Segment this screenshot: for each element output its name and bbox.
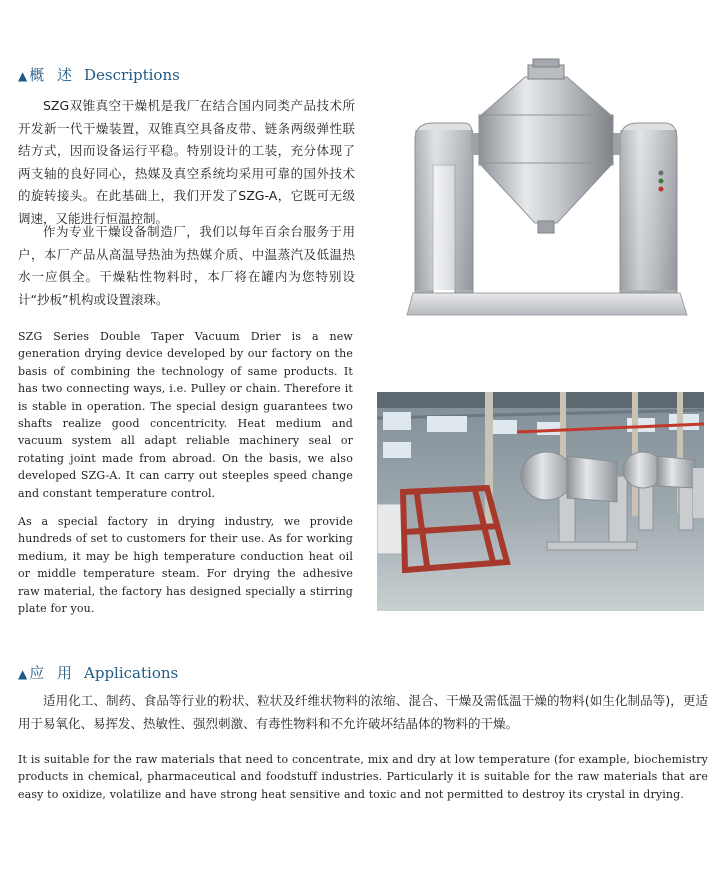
dryer-product-photo bbox=[395, 55, 695, 325]
workshop-photo bbox=[377, 392, 704, 611]
description-en-paragraph-2: As a special factory in drying industry, we provide hundreds of set to customers for their use. As for working medium, it may be high temperature conduction heat oil or middle temperature steam. For drying the adhesive raw material, the factory has designed specially a stirring plate for you. bbox=[18, 515, 353, 616]
description-zh-paragraph-2: 作为专业干燥设备制造厂，我们以每年百余台服务于用户，本厂产品从高温导热油为热媒介质、中温蒸汽及低温热水一应俱全。干燥粘性物料时，本厂将在罐内为您特别设计“抄板”机构或设置滚珠。 bbox=[18, 224, 355, 307]
applications-heading-zh: 应 用 bbox=[29, 664, 77, 682]
applications-zh-paragraph: 适用化工、制药、食品等行业的粉状、粒状及纤维状物料的浓缩、混合、干燥及需低温干燥的物料(如生化制品等)，更适用于易氧化、易挥发、热敏性、强烈刺激、有毒性物料和不允许破坏结晶体的物料的干燥。 bbox=[18, 693, 708, 731]
applications-heading bbox=[18, 662, 178, 683]
descriptions-heading-en: Descriptions bbox=[84, 66, 180, 84]
applications-heading-en: Applications bbox=[84, 664, 179, 682]
triangle-marker-icon: ▲ bbox=[18, 667, 28, 681]
triangle-marker-icon: ▲ bbox=[18, 69, 28, 83]
description-en-paragraph-1: SZG Series Double Taper Vacuum Drier is a new generation drying device developed by our factory on the basis of combining the technology of same products. It has two connecting ways, i.e. Pulley or chain. Therefore it is stable in operation. The special design guarantees two shafts realize good concentricity. Heat medium and vacuum system all adapt reliable machinery seal or rotating joint made from abroad. On the basis, we also developed SZG-A. It can carry out steeples speed change and constant temperature control. bbox=[18, 330, 353, 500]
applications-en-paragraph: It is suitable for the raw materials that need to concentrate, mix and dry at low temperature (for example, biochemistry products in chemical, pharmaceutical and foodstuff industries. Particularly it is suitable for the raw materials that are easy to oxidize, volatilize and have strong heat sensitive and toxic and not permitted to destroy its crystal in drying. bbox=[18, 753, 708, 801]
descriptions-heading-zh: 概 述 bbox=[29, 66, 77, 84]
description-zh-paragraph-1: SZG双锥真空干燥机是我厂在结合国内同类产品技术所开发新一代干燥装置，双锥真空具备皮带、链条两级弹性联结方式，因而设备运行平稳。特别设计的工装，充分体现了两支轴的良好同心，热媒及真空系统均采用可靠的国外技术的旋转接头。在此基础上，我们开发了SZG-A，它既可无级调速，又能进行恒温控制。 bbox=[18, 98, 355, 226]
descriptions-heading bbox=[18, 64, 180, 85]
